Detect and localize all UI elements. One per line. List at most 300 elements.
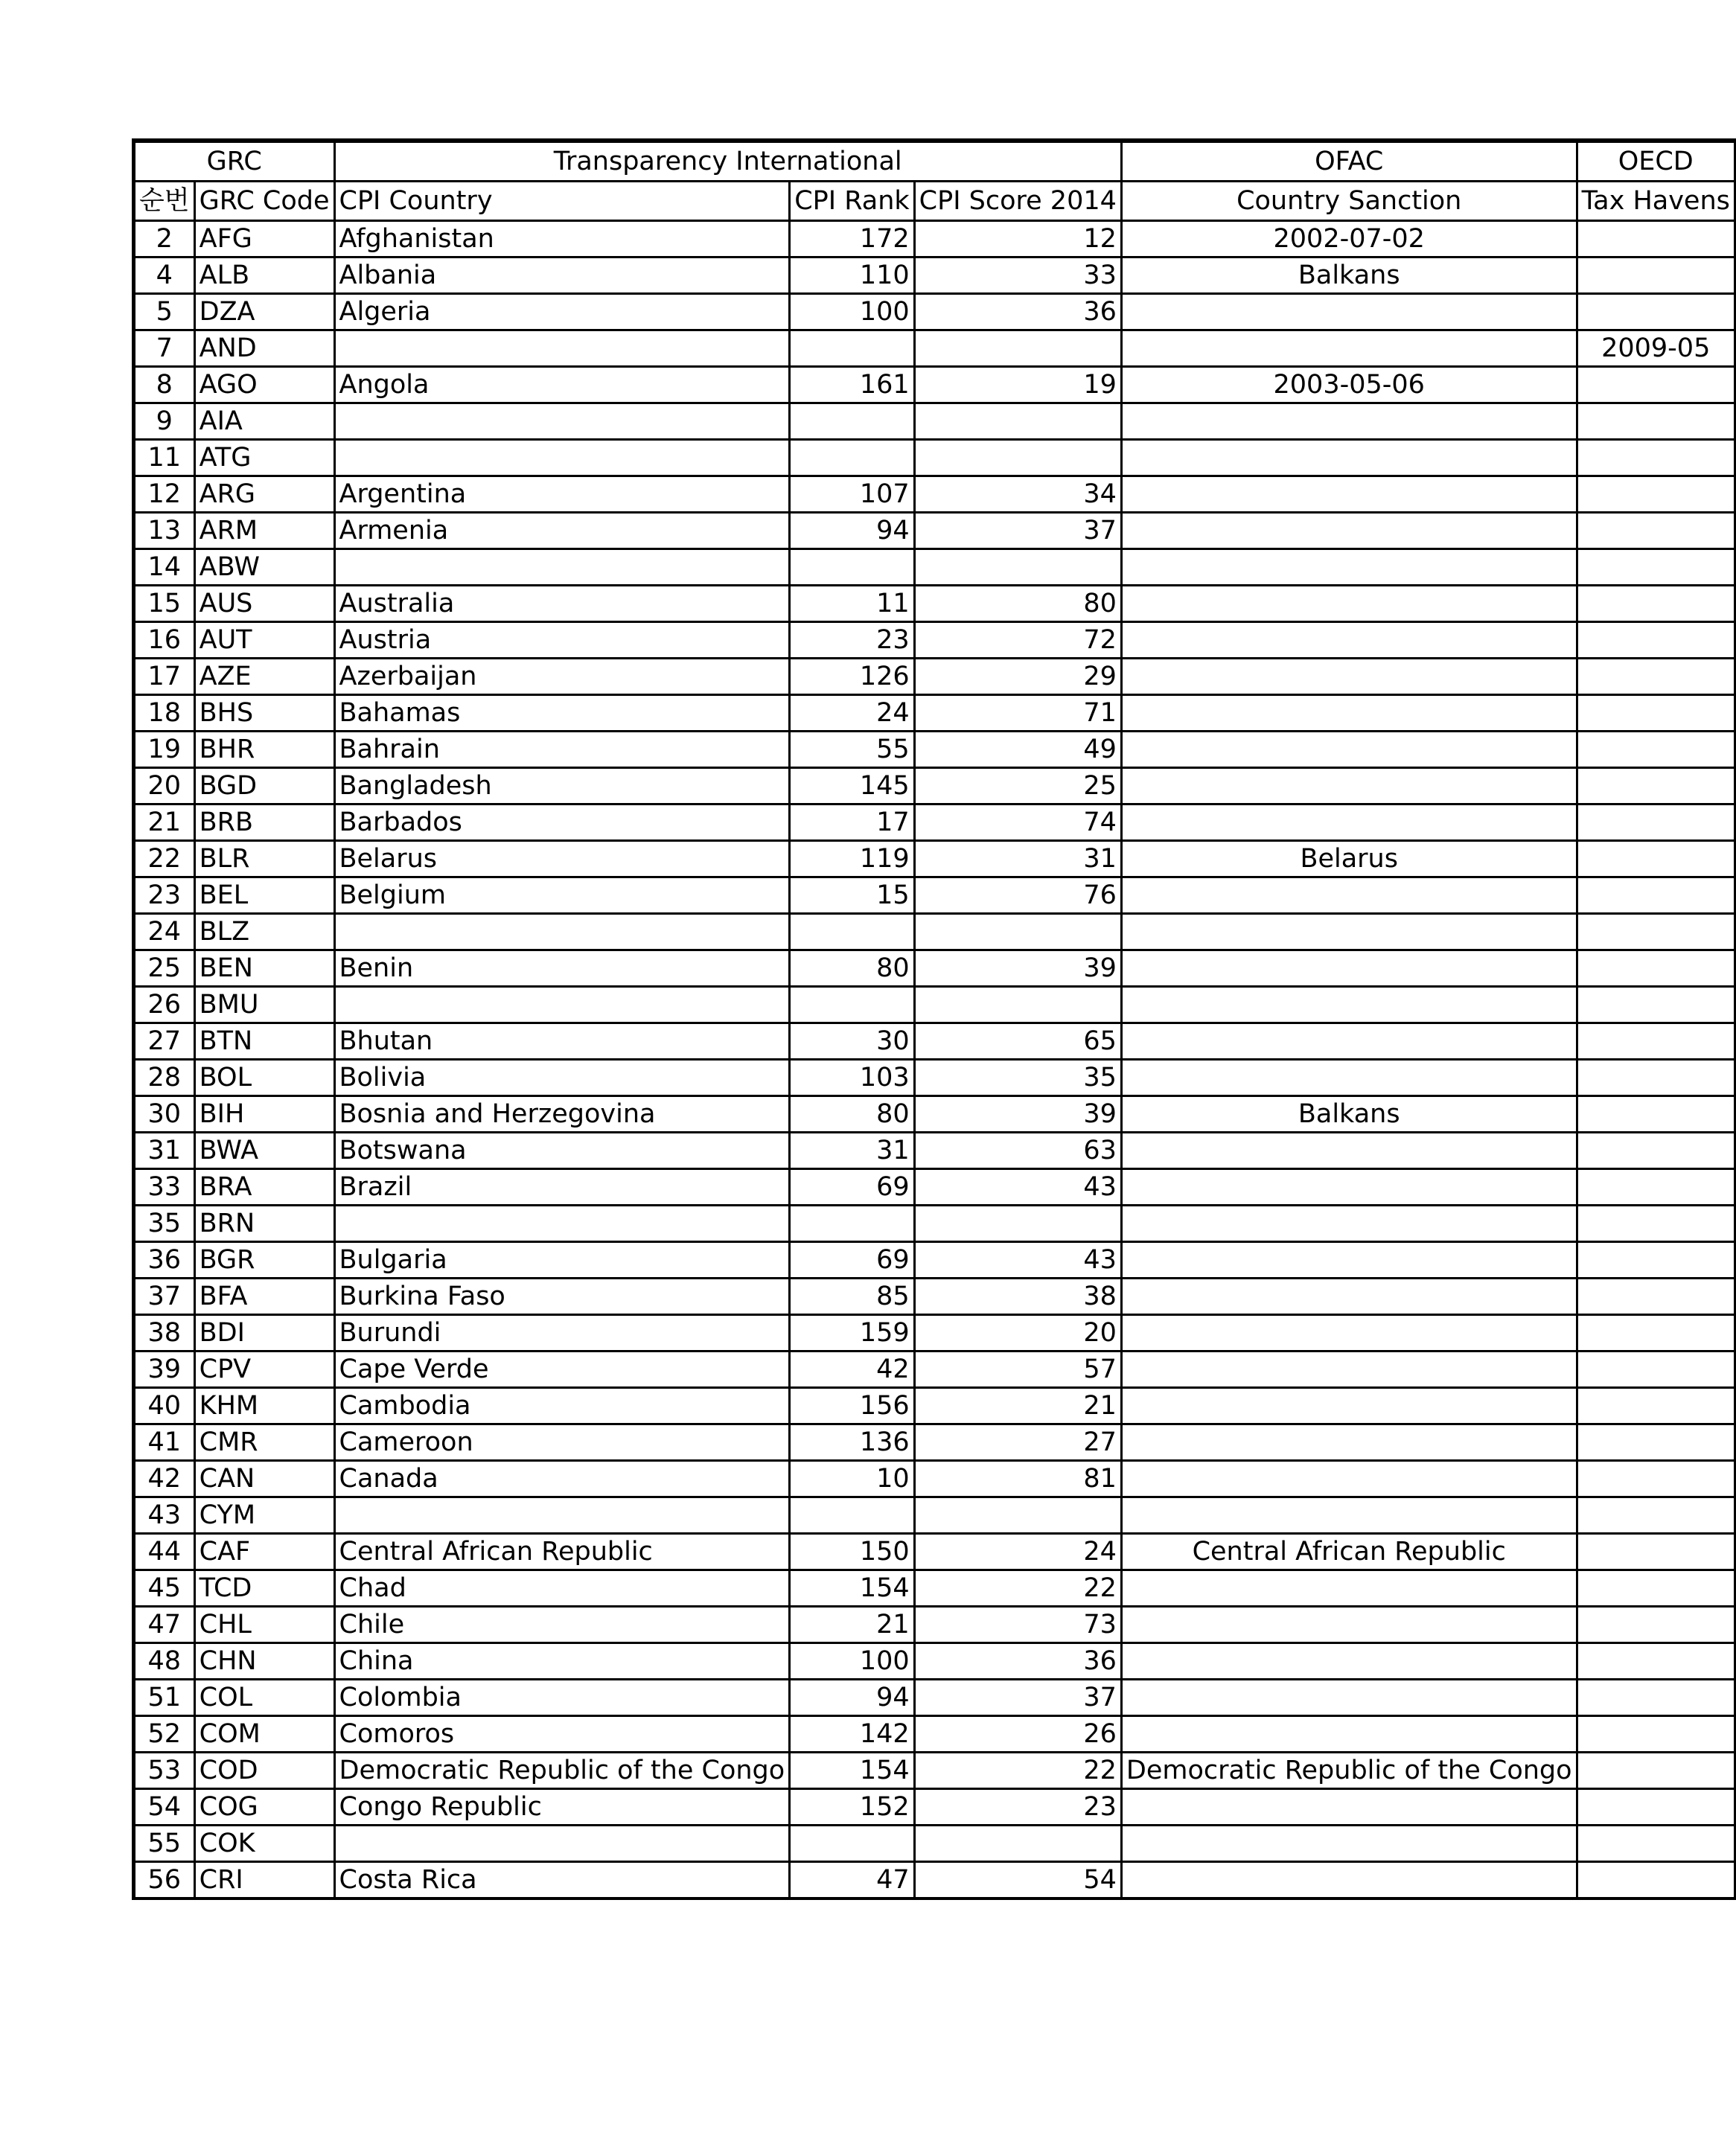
cell-grc-code: COK: [194, 1826, 334, 1862]
cell-tax-havens: [1577, 659, 1735, 695]
table-row: [134, 294, 1735, 330]
cell-grc-code: AUT: [194, 622, 334, 659]
cell-grc-code: TCD: [194, 1570, 334, 1607]
cell-cpi-score: 36: [914, 1643, 1121, 1680]
cell-cpi-rank: 142: [790, 1716, 914, 1753]
cell-tax-havens: [1577, 1534, 1735, 1570]
cell-cpi-country: [334, 987, 790, 1023]
cell-cpi-rank: 154: [790, 1570, 914, 1607]
cell-serial: 47: [134, 1607, 195, 1643]
cell-tax-havens: [1577, 1133, 1735, 1169]
table-row: [134, 476, 1735, 513]
cell-cpi-rank: [790, 987, 914, 1023]
cell-grc-code: ABW: [194, 549, 334, 586]
cell-cpi-rank: [790, 403, 914, 440]
cell-cpi-score: 22: [914, 1753, 1121, 1789]
cell-country-sanction: [1121, 1242, 1577, 1279]
cell-grc-code: CHL: [194, 1607, 334, 1643]
cell-cpi-rank: [790, 330, 914, 367]
cell-cpi-rank: 17: [790, 804, 914, 841]
cell-country-sanction: [1121, 1315, 1577, 1352]
cell-serial: 28: [134, 1060, 195, 1096]
cell-grc-code: DZA: [194, 294, 334, 330]
table-row: [134, 1570, 1735, 1607]
group-header-row: [134, 141, 1735, 182]
cell-serial: 56: [134, 1862, 195, 1899]
cell-country-sanction: [1121, 877, 1577, 914]
table-row: [134, 732, 1735, 768]
cell-cpi-country: Austria: [334, 622, 790, 659]
cell-cpi-score: 37: [914, 513, 1121, 549]
cell-serial: 12: [134, 476, 195, 513]
cell-cpi-country: [334, 1206, 790, 1242]
cell-grc-code: AZE: [194, 659, 334, 695]
cell-cpi-country: Armenia: [334, 513, 790, 549]
cell-tax-havens: [1577, 1716, 1735, 1753]
table-row: [134, 1534, 1735, 1570]
cell-country-sanction: [1121, 549, 1577, 586]
cell-cpi-rank: 100: [790, 1643, 914, 1680]
cell-country-sanction: [1121, 1862, 1577, 1899]
cell-serial: 42: [134, 1461, 195, 1497]
cell-cpi-rank: 11: [790, 586, 914, 622]
cell-country-sanction: [1121, 1461, 1577, 1497]
cell-serial: 11: [134, 440, 195, 476]
cell-grc-code: CPV: [194, 1352, 334, 1388]
cell-cpi-score: 23: [914, 1789, 1121, 1826]
cell-country-sanction: [1121, 768, 1577, 804]
cell-serial: 13: [134, 513, 195, 549]
cell-tax-havens: [1577, 695, 1735, 732]
cell-tax-havens: [1577, 987, 1735, 1023]
cell-country-sanction: [1121, 732, 1577, 768]
column-header-cpi-rank: CPI Rank: [790, 182, 914, 221]
cell-country-sanction: [1121, 1570, 1577, 1607]
cell-cpi-score: 12: [914, 221, 1121, 257]
cell-grc-code: BLZ: [194, 914, 334, 950]
cell-country-sanction: Balkans: [1121, 257, 1577, 294]
cell-grc-code: CAF: [194, 1534, 334, 1570]
table-row: [134, 549, 1735, 586]
cell-cpi-country: Costa Rica: [334, 1862, 790, 1899]
cell-country-sanction: [1121, 586, 1577, 622]
cell-grc-code: KHM: [194, 1388, 334, 1424]
cell-country-sanction: [1121, 294, 1577, 330]
cell-cpi-country: Algeria: [334, 294, 790, 330]
group-header-ofac: OFAC: [1121, 141, 1577, 182]
table-row: [134, 1169, 1735, 1206]
table-row: [134, 841, 1735, 877]
cell-cpi-rank: 21: [790, 1607, 914, 1643]
cell-cpi-score: 35: [914, 1060, 1121, 1096]
cell-country-sanction: [1121, 330, 1577, 367]
cell-cpi-rank: 126: [790, 659, 914, 695]
cell-serial: 16: [134, 622, 195, 659]
cell-grc-code: BEL: [194, 877, 334, 914]
table-row: [134, 1862, 1735, 1899]
cell-cpi-rank: 161: [790, 367, 914, 403]
table-row: [134, 1607, 1735, 1643]
column-header-country-sanction: Country Sanction: [1121, 182, 1577, 221]
cell-country-sanction: [1121, 914, 1577, 950]
table-row: [134, 257, 1735, 294]
cell-tax-havens: [1577, 1424, 1735, 1461]
cell-tax-havens: [1577, 586, 1735, 622]
cell-grc-code: BHS: [194, 695, 334, 732]
table-row: [134, 1060, 1735, 1096]
cell-cpi-rank: 119: [790, 841, 914, 877]
table-row: [134, 1753, 1735, 1789]
cell-cpi-country: Comoros: [334, 1716, 790, 1753]
cell-cpi-country: [334, 403, 790, 440]
cell-grc-code: CRI: [194, 1862, 334, 1899]
column-header-serial: 순번: [134, 182, 195, 221]
cell-tax-havens: [1577, 1570, 1735, 1607]
cell-grc-code: BWA: [194, 1133, 334, 1169]
cell-serial: 2: [134, 221, 195, 257]
cell-tax-havens: [1577, 1789, 1735, 1826]
cell-cpi-score: [914, 549, 1121, 586]
cell-cpi-country: China: [334, 1643, 790, 1680]
cell-country-sanction: [1121, 1826, 1577, 1862]
cell-cpi-score: 43: [914, 1242, 1121, 1279]
cell-grc-code: ATG: [194, 440, 334, 476]
table-row: [134, 1279, 1735, 1315]
table-row: [134, 513, 1735, 549]
cell-country-sanction: [1121, 440, 1577, 476]
cell-cpi-score: 29: [914, 659, 1121, 695]
cell-cpi-score: 22: [914, 1570, 1121, 1607]
cell-tax-havens: [1577, 1352, 1735, 1388]
cell-tax-havens: [1577, 403, 1735, 440]
group-header-transparency-international: Transparency International: [334, 141, 1121, 182]
cell-cpi-rank: 47: [790, 1862, 914, 1899]
cell-country-sanction: [1121, 1133, 1577, 1169]
cell-country-sanction: [1121, 1607, 1577, 1643]
cell-grc-code: COG: [194, 1789, 334, 1826]
cell-tax-havens: [1577, 914, 1735, 950]
cell-country-sanction: [1121, 403, 1577, 440]
table-row: [134, 877, 1735, 914]
cell-tax-havens: [1577, 1023, 1735, 1060]
cell-country-sanction: Belarus: [1121, 841, 1577, 877]
cell-cpi-score: 34: [914, 476, 1121, 513]
cell-cpi-country: Benin: [334, 950, 790, 987]
cell-cpi-rank: 42: [790, 1352, 914, 1388]
cell-cpi-rank: 159: [790, 1315, 914, 1352]
cell-tax-havens: [1577, 1096, 1735, 1133]
cell-country-sanction: [1121, 622, 1577, 659]
cell-country-sanction: [1121, 513, 1577, 549]
table-row: [134, 804, 1735, 841]
cell-tax-havens: [1577, 1461, 1735, 1497]
cell-grc-code: BIH: [194, 1096, 334, 1133]
table-row: [134, 1315, 1735, 1352]
cell-tax-havens: [1577, 768, 1735, 804]
group-header-grc: GRC: [134, 141, 335, 182]
cell-cpi-rank: 30: [790, 1023, 914, 1060]
cell-cpi-rank: 172: [790, 221, 914, 257]
cell-grc-code: BRB: [194, 804, 334, 841]
cell-cpi-country: Colombia: [334, 1680, 790, 1716]
cell-cpi-score: 81: [914, 1461, 1121, 1497]
cell-tax-havens: [1577, 1169, 1735, 1206]
cell-cpi-rank: [790, 440, 914, 476]
cell-country-sanction: Democratic Republic of the Congo: [1121, 1753, 1577, 1789]
table-row: [134, 1206, 1735, 1242]
cell-cpi-country: Belarus: [334, 841, 790, 877]
table-row: [134, 1242, 1735, 1279]
cell-cpi-country: Afghanistan: [334, 221, 790, 257]
cell-cpi-rank: 103: [790, 1060, 914, 1096]
cell-tax-havens: [1577, 367, 1735, 403]
cell-serial: 24: [134, 914, 195, 950]
cpi-sanctions-table: [132, 138, 1736, 1900]
cell-cpi-rank: 80: [790, 1096, 914, 1133]
cell-serial: 48: [134, 1643, 195, 1680]
cell-country-sanction: [1121, 659, 1577, 695]
table-row: [134, 1133, 1735, 1169]
cell-country-sanction: [1121, 950, 1577, 987]
cell-country-sanction: [1121, 1643, 1577, 1680]
cell-cpi-country: Chile: [334, 1607, 790, 1643]
cell-grc-code: AUS: [194, 586, 334, 622]
cell-tax-havens: [1577, 877, 1735, 914]
column-header-grc-code: GRC Code: [194, 182, 334, 221]
cell-tax-havens: [1577, 1206, 1735, 1242]
cell-serial: 51: [134, 1680, 195, 1716]
table-row: [134, 950, 1735, 987]
cell-grc-code: BOL: [194, 1060, 334, 1096]
table-row: [134, 914, 1735, 950]
cell-serial: 8: [134, 367, 195, 403]
table-row: [134, 695, 1735, 732]
cell-serial: 41: [134, 1424, 195, 1461]
table-row: [134, 1352, 1735, 1388]
cell-serial: 40: [134, 1388, 195, 1424]
cell-cpi-score: 49: [914, 732, 1121, 768]
cell-cpi-score: 43: [914, 1169, 1121, 1206]
table-row: [134, 622, 1735, 659]
cell-country-sanction: 2003-05-06: [1121, 367, 1577, 403]
cell-tax-havens: [1577, 476, 1735, 513]
cell-cpi-country: Bolivia: [334, 1060, 790, 1096]
cell-cpi-score: 54: [914, 1862, 1121, 1899]
cell-serial: 23: [134, 877, 195, 914]
cell-cpi-rank: 31: [790, 1133, 914, 1169]
cell-cpi-country: Belgium: [334, 877, 790, 914]
cell-cpi-rank: 94: [790, 1680, 914, 1716]
cell-tax-havens: [1577, 1242, 1735, 1279]
cell-serial: 5: [134, 294, 195, 330]
cell-cpi-rank: 15: [790, 877, 914, 914]
cell-serial: 27: [134, 1023, 195, 1060]
cell-cpi-score: 21: [914, 1388, 1121, 1424]
cell-cpi-rank: 85: [790, 1279, 914, 1315]
cell-cpi-score: 63: [914, 1133, 1121, 1169]
table-row: [134, 1388, 1735, 1424]
cell-grc-code: BFA: [194, 1279, 334, 1315]
cell-country-sanction: [1121, 1023, 1577, 1060]
cell-cpi-rank: 145: [790, 768, 914, 804]
cell-serial: 9: [134, 403, 195, 440]
cell-cpi-score: 33: [914, 257, 1121, 294]
cell-cpi-country: Burkina Faso: [334, 1279, 790, 1315]
cell-country-sanction: [1121, 1497, 1577, 1534]
cell-serial: 26: [134, 987, 195, 1023]
cell-grc-code: BLR: [194, 841, 334, 877]
cell-cpi-rank: 10: [790, 1461, 914, 1497]
cell-tax-havens: [1577, 1497, 1735, 1534]
table-row: [134, 1680, 1735, 1716]
cell-cpi-country: Bhutan: [334, 1023, 790, 1060]
cell-grc-code: AFG: [194, 221, 334, 257]
cell-cpi-rank: 69: [790, 1169, 914, 1206]
cell-grc-code: BGR: [194, 1242, 334, 1279]
cell-cpi-score: [914, 440, 1121, 476]
cell-cpi-rank: [790, 914, 914, 950]
cell-tax-havens: [1577, 804, 1735, 841]
cell-serial: 19: [134, 732, 195, 768]
cell-serial: 43: [134, 1497, 195, 1534]
cell-cpi-country: Argentina: [334, 476, 790, 513]
cell-cpi-score: 39: [914, 950, 1121, 987]
cell-tax-havens: [1577, 1680, 1735, 1716]
cell-cpi-score: [914, 330, 1121, 367]
cell-cpi-rank: 154: [790, 1753, 914, 1789]
cell-country-sanction: [1121, 1424, 1577, 1461]
cell-cpi-score: 25: [914, 768, 1121, 804]
cell-grc-code: BRA: [194, 1169, 334, 1206]
table-row: [134, 1826, 1735, 1862]
cell-cpi-score: [914, 987, 1121, 1023]
table-row: [134, 768, 1735, 804]
cell-cpi-rank: 100: [790, 294, 914, 330]
cell-cpi-score: 57: [914, 1352, 1121, 1388]
cell-cpi-country: Bahrain: [334, 732, 790, 768]
cell-cpi-country: [334, 549, 790, 586]
cell-cpi-score: 24: [914, 1534, 1121, 1570]
cell-cpi-country: Central African Republic: [334, 1534, 790, 1570]
cell-cpi-country: Bahamas: [334, 695, 790, 732]
column-header-tax-havens: Tax Havens: [1577, 182, 1735, 221]
cell-tax-havens: [1577, 294, 1735, 330]
cell-country-sanction: 2002-07-02: [1121, 221, 1577, 257]
cell-grc-code: CYM: [194, 1497, 334, 1534]
cell-serial: 30: [134, 1096, 195, 1133]
cell-tax-havens: [1577, 732, 1735, 768]
cell-cpi-score: 20: [914, 1315, 1121, 1352]
cell-cpi-country: Bangladesh: [334, 768, 790, 804]
cell-serial: 21: [134, 804, 195, 841]
cell-cpi-score: 27: [914, 1424, 1121, 1461]
cell-tax-havens: [1577, 221, 1735, 257]
cell-serial: 37: [134, 1279, 195, 1315]
group-header-oecd: OECD: [1577, 141, 1735, 182]
table-row: [134, 367, 1735, 403]
table-row: [134, 659, 1735, 695]
cell-country-sanction: [1121, 987, 1577, 1023]
cell-serial: 55: [134, 1826, 195, 1862]
cell-cpi-rank: [790, 549, 914, 586]
cell-grc-code: BMU: [194, 987, 334, 1023]
cell-serial: 52: [134, 1716, 195, 1753]
cell-serial: 18: [134, 695, 195, 732]
cell-grc-code: AIA: [194, 403, 334, 440]
cell-cpi-country: Botswana: [334, 1133, 790, 1169]
cell-grc-code: COL: [194, 1680, 334, 1716]
cell-cpi-country: Congo Republic: [334, 1789, 790, 1826]
cell-cpi-score: 37: [914, 1680, 1121, 1716]
cell-cpi-rank: 156: [790, 1388, 914, 1424]
cell-serial: 14: [134, 549, 195, 586]
cell-cpi-country: [334, 1497, 790, 1534]
cell-cpi-score: 39: [914, 1096, 1121, 1133]
cell-cpi-country: Barbados: [334, 804, 790, 841]
cell-cpi-rank: 24: [790, 695, 914, 732]
cell-country-sanction: [1121, 1206, 1577, 1242]
cell-grc-code: CMR: [194, 1424, 334, 1461]
cell-tax-havens: [1577, 1279, 1735, 1315]
cell-cpi-score: 65: [914, 1023, 1121, 1060]
cell-cpi-score: 36: [914, 294, 1121, 330]
cell-tax-havens: [1577, 622, 1735, 659]
cell-cpi-country: Bulgaria: [334, 1242, 790, 1279]
cell-cpi-rank: 110: [790, 257, 914, 294]
cell-grc-code: AND: [194, 330, 334, 367]
cell-country-sanction: Central African Republic: [1121, 1534, 1577, 1570]
cell-cpi-country: Democratic Republic of the Congo: [334, 1753, 790, 1789]
table-row: [134, 403, 1735, 440]
cell-cpi-rank: [790, 1497, 914, 1534]
column-header-row: [134, 182, 1735, 221]
cell-cpi-score: 74: [914, 804, 1121, 841]
cell-grc-code: ARG: [194, 476, 334, 513]
cell-cpi-score: [914, 1497, 1121, 1534]
cell-grc-code: COM: [194, 1716, 334, 1753]
cell-cpi-score: [914, 403, 1121, 440]
cell-tax-havens: [1577, 549, 1735, 586]
cell-cpi-score: 76: [914, 877, 1121, 914]
cell-cpi-rank: 94: [790, 513, 914, 549]
table-row: [134, 440, 1735, 476]
cell-cpi-country: Chad: [334, 1570, 790, 1607]
table-row: [134, 1023, 1735, 1060]
cell-tax-havens: 2009-05: [1577, 330, 1735, 367]
table-row: [134, 1716, 1735, 1753]
cell-serial: 38: [134, 1315, 195, 1352]
cell-tax-havens: [1577, 1826, 1735, 1862]
cell-country-sanction: [1121, 1789, 1577, 1826]
table-row: [134, 1789, 1735, 1826]
cell-cpi-score: 19: [914, 367, 1121, 403]
cell-cpi-country: [334, 330, 790, 367]
table-row: [134, 1424, 1735, 1461]
cell-cpi-rank: 136: [790, 1424, 914, 1461]
cell-cpi-rank: 23: [790, 622, 914, 659]
cell-serial: 15: [134, 586, 195, 622]
column-header-cpi-country: CPI Country: [334, 182, 790, 221]
table-row: [134, 1643, 1735, 1680]
cell-cpi-rank: 152: [790, 1789, 914, 1826]
cell-tax-havens: [1577, 1060, 1735, 1096]
cell-tax-havens: [1577, 1607, 1735, 1643]
table-row: [134, 1461, 1735, 1497]
cell-serial: 7: [134, 330, 195, 367]
cell-cpi-country: Albania: [334, 257, 790, 294]
cell-country-sanction: Balkans: [1121, 1096, 1577, 1133]
cell-cpi-country: Canada: [334, 1461, 790, 1497]
